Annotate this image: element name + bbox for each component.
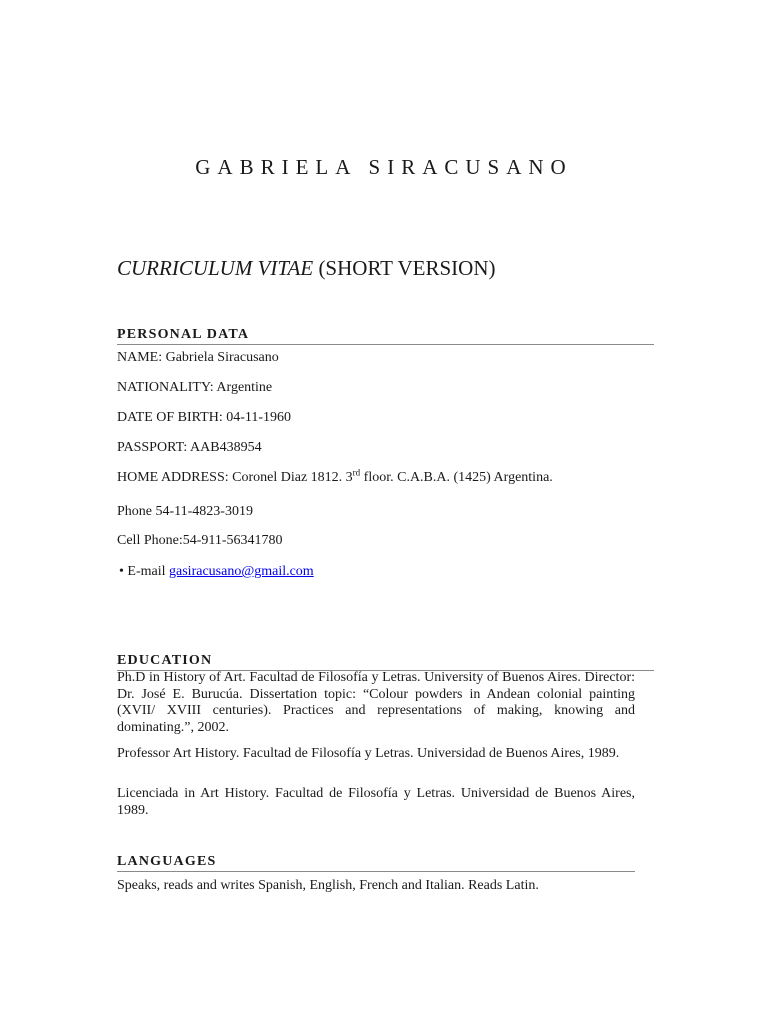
home-address-line [117,467,553,486]
address-text-rest: floor. C.A.B.A. (1425) Argentina. [360,470,553,485]
email-line [119,564,314,580]
nationality-line: NATIONALITY: Argentine [117,380,273,395]
cv-title [117,256,496,281]
phone-line: Phone 54-11-4823-3019 [117,504,253,519]
date-of-birth-line: DATE OF BIRTH: 04-11-1960 [117,410,292,425]
languages-text: Speaks, reads and writes Spanish, English, French and Italian. Reads Latin. [117,878,539,893]
email-label: E-mail [123,564,170,579]
education-item-professor: Professor Art History. Facultad de Filosofía y Letras. Universidad de Buenos Aires, 1989. [117,746,620,761]
address-text: HOME ADDRESS: Coronel Diaz 1812. 3 [117,470,353,485]
name-line: NAME: Gabriela Siracusano [117,350,279,365]
cv-title-rest: (SHORT VERSION) [313,256,496,280]
education-heading: EDUCATION [117,653,654,671]
languages-heading: LANGUAGES [117,854,635,872]
cv-title-italic: CURRICULUM VITAE [117,256,314,280]
personal-data-heading: PERSONAL DATA [117,327,654,345]
education-item-phd: Ph.D in History of Art. Facultad de Filosofía y Letras. University of Buenos Aires. Director: Dr. José E. Burucúa. Dissertation topic: “Colour powders in Andean colonial painting (XVII/ XVIII centuries). Practices and representations of making, knowing and dominating.”, 2002. [117,670,635,735]
email-link[interactable]: gasiracusano@gmail.com [169,564,314,579]
cv-owner-name: GABRIELA SIRACUSANO [195,155,573,179]
bullet-icon: • [119,564,124,579]
passport-line: PASSPORT: AAB438954 [117,440,262,455]
address-ordinal: rd [352,467,361,478]
education-item-licenciada: Licenciada in Art History. Facultad de Filosofía y Letras. Universidad de Buenos Aires, 1989. [117,786,635,818]
cell-phone-line: Cell Phone:54-911-56341780 [117,533,283,548]
